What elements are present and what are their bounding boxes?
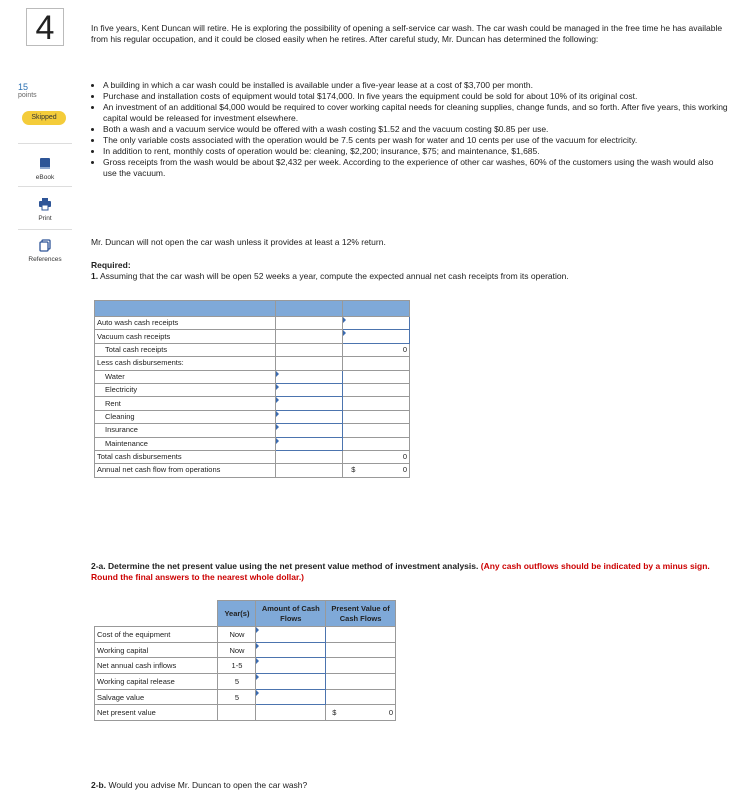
question-2a-text: Determine the net present value using the net present value method of investment analysis. [108, 561, 479, 571]
row-label: Cost of the equipment [95, 627, 218, 643]
electricity-input[interactable] [276, 383, 343, 396]
question-2b [91, 780, 307, 790]
question-2a-number: 2-a. [91, 561, 106, 571]
maintenance-input[interactable] [276, 437, 343, 450]
list-item: • An investment of an additional $4,000 would be required to cover working capital needs for cleaning supplies, change funds, and so forth. After five years, this working capital would be released for investment elsewhere. [103, 102, 728, 124]
list-item: • Both a wash and a vacuum service would be offered with a wash costing $1.52 and the vacuum costing $0.85 per use. [103, 124, 728, 135]
row-label: Total cash disbursements [95, 450, 276, 463]
amount-header: Amount of Cash Flows [256, 601, 326, 627]
print-icon [39, 198, 51, 211]
row-label: Working capital release [95, 674, 218, 690]
table-row [95, 383, 410, 396]
table-row [95, 437, 410, 450]
divider [18, 186, 72, 187]
year-header: Year(s) [218, 601, 256, 627]
year-cell: 5 [218, 674, 256, 690]
row-label: Salvage value [95, 689, 218, 705]
table-row [95, 674, 396, 690]
divider [18, 229, 72, 230]
print-label: Print [38, 215, 52, 222]
list-item: • In addition to rent, monthly costs of operation would be: cleaning, $2,200; insurance, $75; and maintenance, $1,685. [103, 146, 728, 157]
currency-symbol: $ [351, 465, 356, 475]
ebook-button[interactable] [24, 157, 66, 181]
total-receipts-value: 0 [343, 343, 410, 356]
table-row [95, 689, 396, 705]
row-label: Rent [95, 397, 276, 410]
vacuum-receipts-input[interactable] [343, 330, 410, 343]
year-cell: 5 [218, 689, 256, 705]
requirement-1 [91, 271, 731, 282]
table-row [95, 317, 410, 330]
question-intro: In five years, Kent Duncan will retire. He is exploring the possibility of opening a self-service car wash. The car wash could be managed in the free time he has available from his regular occupation, and it could be closed easily when he retires. After careful study, Mr. Duncan has determined the following: [91, 23, 723, 44]
table-header [95, 301, 410, 317]
row-label: Vacuum cash receipts [95, 330, 276, 343]
table-row [95, 397, 410, 410]
references-button[interactable] [24, 239, 66, 263]
table-row [95, 464, 410, 477]
equipment-amount-input[interactable] [256, 627, 326, 643]
divider [18, 143, 72, 144]
insurance-input[interactable] [276, 424, 343, 437]
list-item: • Purchase and installation costs of equipment would total $174,000. In five years the equipment could be sold for about 10% of its original cost. [103, 91, 728, 102]
question-2b-number: 2-b. [91, 780, 107, 790]
row-label: Maintenance [95, 437, 276, 450]
table-row [95, 705, 396, 721]
table-row [95, 627, 396, 643]
row-label: Water [95, 370, 276, 383]
points-label: points [18, 92, 37, 99]
row-label: Total cash receipts [95, 343, 276, 356]
table-row [95, 658, 396, 674]
row-label: Net present value [95, 705, 218, 721]
table-row [95, 642, 396, 658]
year-cell: Now [218, 642, 256, 658]
points-value: 15 [18, 82, 29, 92]
salvage-amount-input[interactable] [256, 689, 326, 705]
question-2a-instruction: (Any cash outflows should be indicated by a minus sign. Round the final answers to the nearest whole dollar.) [91, 561, 710, 582]
year-cell: Now [218, 627, 256, 643]
auto-wash-receipts-input[interactable] [343, 317, 410, 330]
list-item: • The only variable costs associated with the operation would be 7.5 cents per wash for water and 10 cents per use of the vacuum for electricity. [103, 135, 728, 146]
references-icon [39, 239, 51, 252]
requirement-1-text: Assuming that the car wash will be open 52 weeks a year, compute the expected annual net cash receipts from its operation. [100, 271, 569, 281]
question-2a [91, 561, 731, 583]
required-heading: Required: [91, 260, 131, 270]
book-icon [39, 157, 51, 170]
row-label: Net annual cash inflows [95, 658, 218, 674]
question-number: 4 [26, 8, 64, 46]
table-row [95, 410, 410, 423]
row-label: Cleaning [95, 410, 276, 423]
npv-table [94, 600, 396, 721]
npv-value: $ 0 [326, 705, 396, 721]
water-input[interactable] [276, 370, 343, 383]
list-item: • A building in which a car wash could be installed is available under a five-year lease at a cost of $3,700 per month. [103, 80, 728, 91]
question-sidebar [0, 0, 80, 809]
row-label: Less cash disbursements: [95, 357, 276, 370]
cash-receipts-table [94, 300, 410, 478]
total-disbursements-value: 0 [343, 450, 410, 463]
requirement-1-number: 1. [91, 271, 99, 281]
present-value-header: Present Value of Cash Flows [326, 601, 396, 627]
decision-text: Mr. Duncan will not open the car wash unless it provides at least a 12% return. [91, 237, 386, 247]
table-row [95, 370, 410, 383]
currency-symbol: $ [332, 708, 337, 718]
net-cash-flow-value: $ 0 [343, 464, 410, 477]
status-badge: Skipped [22, 111, 66, 125]
row-label: Auto wash cash receipts [95, 317, 276, 330]
table-header [95, 601, 396, 627]
row-label: Insurance [95, 424, 276, 437]
print-button[interactable] [24, 198, 66, 222]
year-cell: 1-5 [218, 658, 256, 674]
working-capital-amount-input[interactable] [256, 642, 326, 658]
question-2b-text: Would you advise Mr. Duncan to open the car wash? [108, 780, 308, 790]
table-row [95, 357, 410, 370]
facts-list [91, 80, 728, 179]
table-row [95, 343, 410, 356]
ebook-label: eBook [35, 174, 55, 181]
table-row [95, 424, 410, 437]
row-label: Annual net cash flow from operations [95, 464, 276, 477]
cleaning-input[interactable] [276, 410, 343, 423]
list-item: • Gross receipts from the wash would be about $2,432 per week. According to the experience of other car washes, 60% of the customers using the wash would also use the vacuum. [103, 157, 728, 179]
rent-input[interactable] [276, 397, 343, 410]
references-label: References [28, 256, 62, 263]
capital-release-amount-input[interactable] [256, 674, 326, 690]
table-row [95, 330, 410, 343]
annual-inflows-amount-input[interactable] [256, 658, 326, 674]
table-row [95, 450, 410, 463]
row-label: Working capital [95, 642, 218, 658]
row-label: Electricity [95, 383, 276, 396]
